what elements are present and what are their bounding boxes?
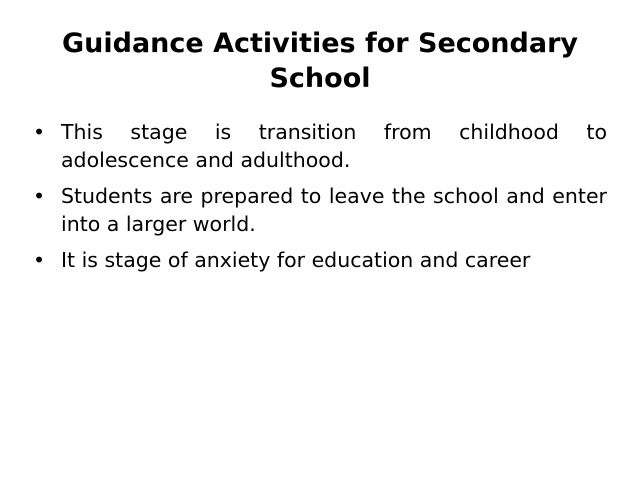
- bullet-icon: •: [33, 248, 46, 272]
- slide-title: Guidance Activities for Secondary School: [62, 28, 578, 94]
- bullet-item: [33, 246, 607, 274]
- bullet-text: This stage is transition from childhood to adolescence and adulthood.: [61, 120, 607, 172]
- bullet-text: Students are prepared to leave the school and enter into a larger world.: [61, 184, 607, 236]
- bullet-icon: •: [33, 184, 46, 208]
- bullet-list: [33, 118, 607, 282]
- bullet-text: It is stage of anxiety for education and career: [61, 248, 531, 272]
- bullet-item: [33, 182, 607, 238]
- bullet-icon: •: [33, 120, 46, 144]
- bullet-item: [33, 118, 607, 174]
